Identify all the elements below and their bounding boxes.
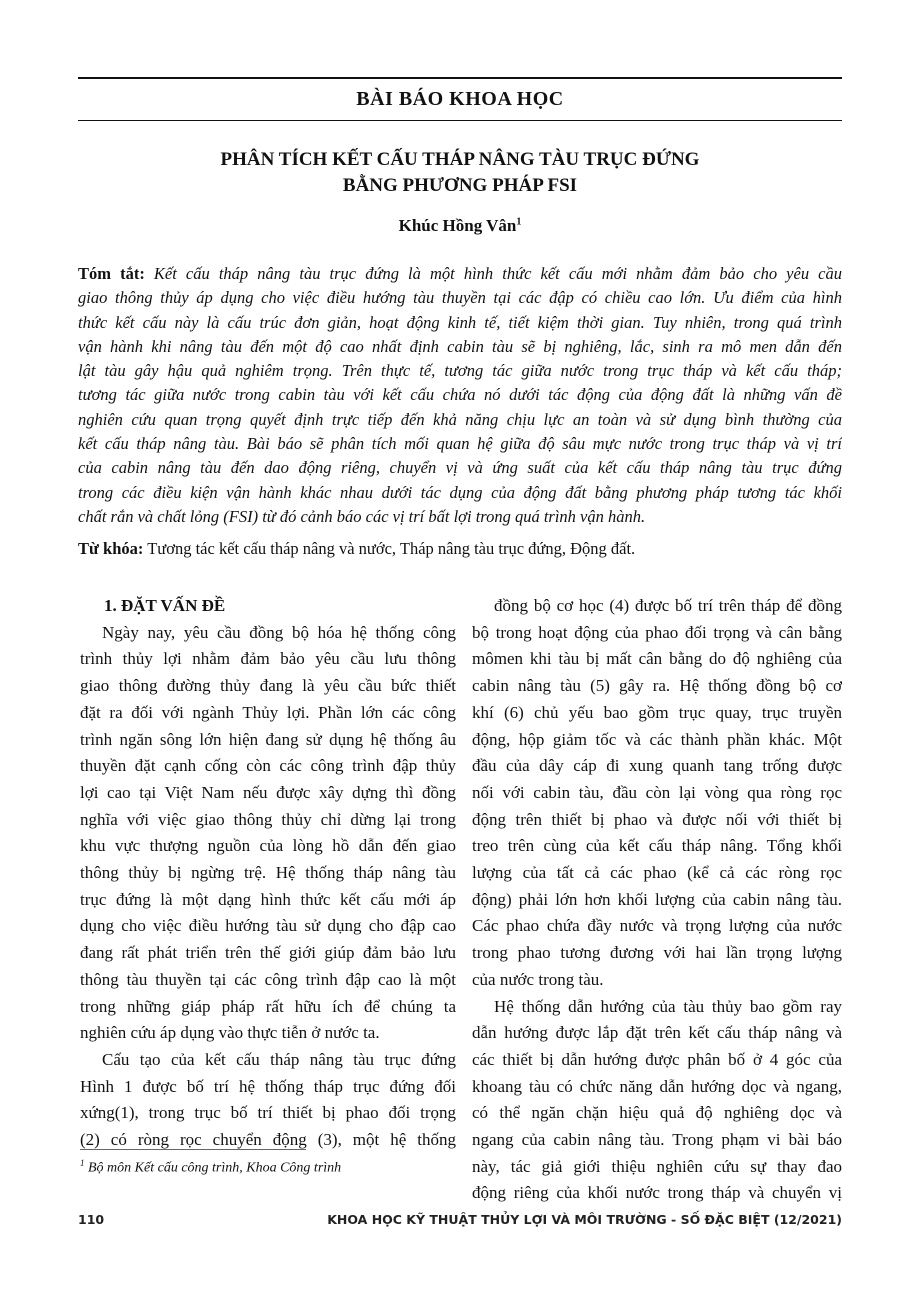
keywords: [78, 539, 842, 559]
body-text-line: có thể ngăn chặn hiệu quả độ nghiêng dọc và: [472, 1103, 842, 1123]
body-text-line: Hình 1 được bố trí hệ thống tháp trục đứng đối: [80, 1076, 456, 1096]
body-text-line: trình ngăn sông lớn hiện đang sử dụng hệ thống âu: [80, 729, 456, 749]
abstract-label: Tóm tắt:: [78, 264, 145, 283]
body-text-line: đang rất phát triển trên thế giới giúp đảm bảo lưu: [80, 943, 456, 963]
body-text-line: khoang tàu có chức năng dẫn hướng dọc và ngang,: [472, 1076, 842, 1096]
body-text-line: treo trên cùng của kết cấu tháp nâng. Tổng khối: [472, 836, 842, 856]
left-column: [80, 593, 456, 1154]
body-text-line: thuyền đặt cạnh cống còn các công trình đập thủy: [80, 756, 456, 776]
body-text-line: trong phao tương đương với hai lần trọng lượng: [472, 943, 842, 963]
footnote-text: Bộ môn Kết cấu công trình, Khoa Công trình: [88, 1160, 342, 1176]
right-column: [472, 593, 842, 1207]
abstract-line: trong các điều kiện vận hành khác nhau dưới tác dụng của động đất bằng phương pháp tương tác khối: [78, 482, 842, 502]
body-text-line: giao thông đường thủy đang là yêu cầu bức thiết: [80, 676, 456, 696]
body-text-line: cabin nâng tàu (5) gây ra. Hệ thống đồng bộ cơ: [472, 676, 842, 696]
title-line: PHÂN TÍCH KẾT CẤU THÁP NÂNG TÀU TRỤC ĐỨNG: [220, 149, 700, 170]
footnote-mark: 1: [80, 1158, 85, 1168]
body-text-line: nghĩa với việc giao thông thủy chỉ dừng lại trong: [80, 809, 456, 829]
body-text-line: động riêng của khối nước trong tháp và chuyển vị: [472, 1183, 842, 1203]
header-rule-top: [78, 77, 842, 79]
abstract-line: [78, 262, 842, 286]
body-text-line: xứng(1), trong trục bố trí thiết bị phao đối trọng: [80, 1103, 456, 1123]
abstract-line: của cabin nâng tàu đến dao động riêng, chuyển vị và ứng suất của kết cấu tháp nâng tàu trục đứng: [78, 458, 842, 478]
body-text-line: Các phao chứa đầy nước và trọng lượng của nước: [472, 916, 842, 936]
journal-name: KHOA HỌC KỸ THUẬT THỦY LỢI VÀ MÔI TRƯỜNG - SỐ ĐẶC BIỆT (12/2021): [327, 1212, 842, 1227]
keywords-label: Từ khóa:: [78, 539, 144, 558]
body-text-line: mômen khi tàu bị mất cân bằng do độ nghiêng của: [472, 649, 842, 669]
body-text-line: của nước trong tàu.: [472, 969, 604, 989]
body-text-line: nối với cabin tàu, đầu còn lại vòng qua ròng rọc: [472, 782, 842, 802]
abstract: [78, 262, 842, 529]
abstract-line: giao thông thủy áp dụng cho việc điều hướng tàu thuyền tại các đập có chiều cao lớn. Ưu điểm của hình: [78, 288, 842, 308]
body-text-line: động trên thiết bị phao và được nối với thiết bị: [472, 809, 842, 829]
body-text-line: bộ trong hoạt động của phao đối trọng và cân bằng: [472, 622, 842, 642]
title-line: BẰNG PHƯƠNG PHÁP FSI: [342, 175, 578, 196]
header-rule-bottom: [78, 120, 842, 121]
author-footnote-mark: 1: [516, 216, 522, 228]
body-text-line: (2) có ròng rọc chuyển động (3), một hệ thống: [80, 1130, 456, 1150]
body-text-line: lượng của tất cả các phao (kể cả các ròng rọc: [472, 863, 842, 883]
article-title: [0, 147, 920, 199]
section-label: BÀI BÁO KHOA HỌC: [356, 88, 564, 110]
footnote: [80, 1158, 341, 1177]
abstract-line: nghiên cứu quan trọng quyết định trực tiếp đến khả năng chịu lực an toàn và sử dụng bình thường của: [78, 409, 842, 429]
author: [0, 216, 920, 236]
body-text-line: thông tàu thuyền tại các công trình đập cao là một: [80, 969, 456, 989]
body-text-line: đặt ra đối với ngành Thủy lợi. Phần lớn các công: [80, 702, 456, 722]
body-text-line: Ngày nay, yêu cầu đồng bộ hóa hệ thống công: [102, 622, 456, 642]
abstract-text: Kết cấu tháp nâng tàu trục đứng là một hình thức kết cấu mới nhằm đảm bảo cho yêu cầu: [153, 264, 842, 283]
body-text-line: thông thủy bị ngừng trệ. Hệ thống tháp nâng tàu: [80, 863, 456, 883]
body-text-line: các thiết bị dẫn hướng được phân bố ở 4 góc của: [472, 1049, 842, 1069]
abstract-line: chất rắn và chất lỏng (FSI) từ đó cảnh báo các vị trí bất lợi trong quá trình vận hành.: [78, 506, 646, 526]
keywords-text: Tương tác kết cấu tháp nâng và nước, Tháp nâng tàu trục đứng, Động đất.: [147, 539, 636, 558]
body-text-line: này, tác giả giới thiệu nghiên cứu sự thay đao: [472, 1156, 842, 1176]
body-text-line: khí (6) chủ yếu bao gồm trục quay, trục truyền: [472, 702, 842, 722]
body-text-line: Cấu tạo của kết cấu tháp nâng tàu trục đứng: [102, 1049, 456, 1069]
body-text-line: Hệ thống dẫn hướng của tàu thủy bao gồm ray: [494, 996, 842, 1016]
body-text-line: đầu của dây cáp đi xung quanh tang trống được: [472, 756, 842, 776]
body-text-line: ngang của cabin nâng tàu. Trong phạm vi bài báo: [472, 1130, 842, 1150]
abstract-line: vận hành khi nâng tàu đến một độ cao nhất định cabin tàu sẽ bị nghiêng, lắc, sinh ra mô men dẫn đến: [78, 336, 842, 356]
body-text-line: trình thủy lợi nhằm đảm bảo yêu cầu lưu thông: [80, 649, 456, 669]
body-text-line: dẫn hướng được lắp đặt trên kết cấu tháp nâng và: [472, 1023, 842, 1043]
body-text-line: khu vực thượng nguồn của lòng hồ dẫn đến giao: [80, 836, 456, 856]
body-text-line: lợi cao tại Việt Nam nếu được xây dựng thì đồng: [80, 782, 456, 802]
body-text-line: nghiên cứu áp dụng vào thực tiễn ở nước ta.: [80, 1023, 380, 1043]
body-text-line: trục đứng là một dạng hình thức kết cấu mới áp: [80, 889, 456, 909]
abstract-line: kết cấu tháp nâng tàu. Bài báo sẽ phân tích mối quan hệ giữa độ sâu mực nước trong trục tháp và vị trí: [78, 434, 842, 454]
footnote-rule: [80, 1149, 306, 1150]
body-text-line: động, hộp giảm tốc và các thành phần khác. Một: [472, 729, 842, 749]
body-text-line: trong những giáp pháp rất hữu ích để chúng ta: [80, 996, 456, 1016]
section-heading: 1. ĐẶT VẤN ĐỀ: [104, 596, 226, 615]
author-name: Khúc Hồng Vân: [398, 216, 517, 235]
body-text-line: đồng bộ cơ học (4) được bố trí trên tháp để đồng: [494, 596, 842, 615]
abstract-line: lật tàu gây hậu quả nghiêm trọng. Trên thực tế, tương tác giữa nước trong trục tháp và kết cấu tháp;: [78, 361, 842, 381]
page-number: 110: [78, 1212, 105, 1227]
abstract-line: thức kết cấu này là cấu trúc đơn giản, hoạt động kinh tế, tiết kiệm thời gian. Tuy nhiên, trong quá trình: [78, 312, 842, 332]
abstract-line: tương tác giữa nước trong cabin tàu với kết cấu chứa nó dưới tác động của động đất là những vấn đề: [78, 385, 842, 405]
body-text-line: động) phải lớn hơn khối lượng của cabin nâng tàu.: [472, 889, 842, 909]
body-text-line: dụng cho việc điều hướng tàu sử dụng cho đập cao: [80, 916, 456, 936]
